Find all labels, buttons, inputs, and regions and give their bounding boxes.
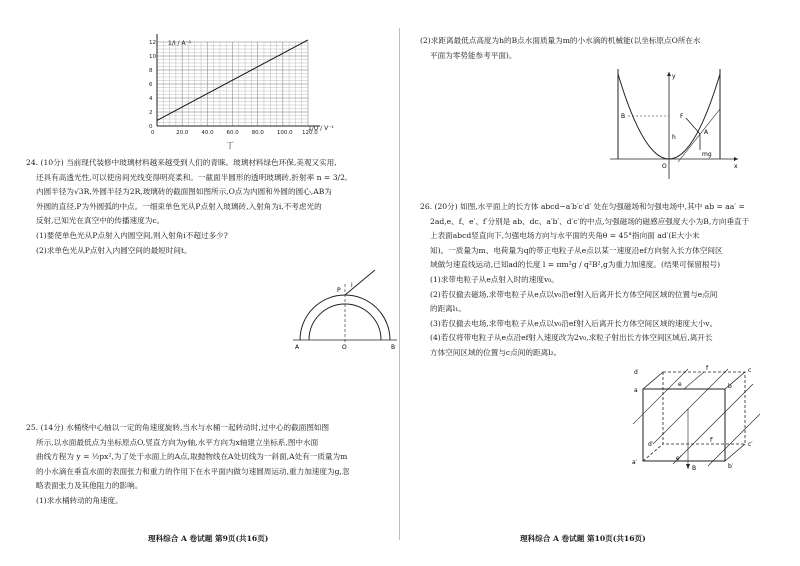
- label-d-prime: d′: [648, 441, 654, 448]
- ef-line: [684, 372, 704, 389]
- label-e-prime: e′: [676, 455, 682, 462]
- right-page: [400, 0, 800, 566]
- label-i: i: [351, 282, 353, 289]
- question-24: [26, 156, 394, 258]
- y-tick-label: 8: [149, 68, 153, 74]
- q25-2-line1: (2)求距离最低点高度为h的B点水面质量为m的小水滴的机械能(以坐标原点O所在水: [420, 36, 701, 45]
- q24-line1: 24. (10分) 当前现代装修中玻璃材料越来越受到人们的青睐。玻璃材料绿色环保,美观又实用,: [26, 158, 337, 167]
- q25-line1: 25. (14分) 水桶绕中心轴以一定的角速度旋转,当水与水桶一起转动时,过中心的截面图如图: [26, 423, 330, 432]
- label-mg: mg: [702, 151, 712, 158]
- q25-line2: 所示,以水面最低点为坐标原点O,竖直方向为y轴,水平方向为x轴建立坐标系,图中水面: [36, 437, 319, 447]
- label-a: A: [295, 344, 300, 351]
- q24-line4: 外圆的直径,P为外圆弧的中点。一细束单色光从P点射入玻璃砖,入射角为i,不考虑光的: [36, 201, 322, 211]
- chart-ylabel: 1/I / A⁻¹: [168, 40, 192, 47]
- y-tick-label: 12: [149, 40, 156, 46]
- label-c-prime: c′: [748, 441, 753, 448]
- label-x: x: [734, 163, 738, 170]
- y-tick-label: 6: [149, 82, 153, 88]
- label-y: y: [672, 73, 676, 80]
- chart-caption: 丁: [226, 141, 234, 150]
- bucket-parabola-figure: [608, 64, 743, 184]
- q24-line3: 内圆半径为√3R,外圆半径为2R,玻璃砖的截面图如图所示,O点为内圆和外圆的圆心,AB为: [36, 187, 332, 197]
- y-tick-label: 0: [149, 124, 153, 130]
- q26-line2: 2ad,e、f、e′、f′分别是 ab、dc、a′b′、d′c′的中点,匀强磁场的磁感应强度大小为B,方向垂直于: [430, 216, 750, 226]
- x-tick-label: 40.0: [201, 130, 214, 136]
- semicircle-glass-figure: [285, 262, 405, 352]
- label-h: h: [672, 134, 676, 141]
- chart-ticks: [149, 40, 318, 136]
- y-tick-label: 2: [149, 110, 153, 116]
- label-b: B: [391, 344, 396, 351]
- right-footer: 理科综合 A 卷试题 第10页(共16页): [520, 534, 646, 543]
- label-B-field: B: [692, 465, 697, 472]
- chart-xlabel: 1/U / V⁻¹: [308, 125, 334, 132]
- label-d: d: [634, 369, 638, 376]
- label-b-prime: b′: [728, 463, 734, 470]
- q26-line1: 26. (20分) 如图,水平面上的长方体 abcd−a′b′c′d′ 处在匀强磁场和匀强电场中,其中 ab = aa′ =: [420, 202, 745, 211]
- q25-sub1: (1)求水桶转动的角速度。: [36, 495, 123, 505]
- q26-sub4b: 方体空间区域的位置与c点间的距离l₂。: [430, 347, 562, 357]
- label-a-prime: a′: [632, 459, 638, 466]
- q24-sub2: (2)求单色光从P点射入内圆空间的最短时间t。: [36, 245, 192, 255]
- y-tick-label: 4: [149, 96, 153, 102]
- left-footer: 理科综合 A 卷试题 第9页(共16页): [148, 534, 269, 543]
- q24-line5: 反射,已知光在真空中的传播速度为c。: [36, 216, 165, 226]
- label-c: c: [748, 367, 752, 374]
- incident-ray: [345, 270, 375, 295]
- q25-2-line2: 平面为零势能参考平面)。: [430, 50, 517, 60]
- label-f: f: [706, 365, 709, 372]
- chart-grid: [157, 42, 308, 126]
- x-tick-label: 20.0: [176, 130, 189, 136]
- q25-line3: 曲线方程为 y = ½px²,为了处于水面上的A点,取抛物线在A处切线为一斜面,A处有一质量为m: [36, 452, 348, 462]
- q26-sub2: (2)若仅撤去磁场,求带电粒子从e点以v₀沿ef射入后离开长方体空间区域的位置与e点间: [430, 289, 718, 299]
- q24-sub1: (1)要使单色光从P点射入内圆空间,则入射角i不超过多少?: [36, 230, 228, 240]
- x-tick-label: 100.0: [276, 130, 293, 136]
- q26-line3: 上表面abcd竖直向下,匀强电场方向与水平面的夹角θ = 45°指向面 ad′(E大小未: [430, 231, 700, 241]
- question-25-part2: [420, 34, 792, 63]
- label-o: O: [342, 344, 347, 351]
- q26-line4: 知)。一质量为m、电荷量为q的带正电粒子从e点以某一速度沿ef方向射入长方体空间区: [430, 245, 723, 255]
- box-field-figure: [628, 364, 768, 472]
- q25-line4: 的小水滴在垂直水面的表面张力和重力的作用下在水平面内做匀速圆周运动,重力加速度为g,忽: [36, 466, 350, 476]
- q26-sub2b: 的距离l₁。: [430, 304, 466, 314]
- x-tick-label: 120.0: [302, 130, 318, 136]
- q26-line5: 域做匀速直线运动,已知ad的长度 l = πm²g / q²B²,g为重力加速度。(结果可保留根号): [430, 260, 721, 270]
- label-p: P: [337, 287, 341, 294]
- label-o: O: [662, 163, 667, 170]
- label-f: F: [680, 113, 684, 120]
- question-26: [420, 200, 792, 361]
- label-e: e: [678, 381, 682, 388]
- label-b: b: [728, 383, 732, 390]
- x-tick-label: 80.0: [251, 130, 264, 136]
- tangent-line: [678, 109, 720, 162]
- x-tick-label: 0: [151, 130, 155, 136]
- question-25: [26, 421, 394, 509]
- label-f-prime: f′: [710, 437, 714, 444]
- label-a: A: [704, 129, 709, 136]
- label-a: a: [634, 387, 638, 394]
- q26-sub3: (3)若仅撤去电场,求带电粒子从e点以v₀沿ef射入后离开长方体空间区域的速度大小v。: [430, 318, 718, 328]
- force-f: [686, 118, 700, 134]
- y-tick-label: 10: [149, 54, 156, 60]
- x-tick-label: 60.0: [226, 130, 239, 136]
- q26-sub1: (1)求带电粒子从e点射入时的速度v₀。: [430, 274, 559, 284]
- q26-sub4: (4)若仅将带电粒子从e点沿ef射入速度改为2v₀,求粒子射出长方体空间区域后,离开长: [430, 333, 713, 343]
- label-b: B: [621, 113, 626, 120]
- graph-ding: [0, 0, 400, 150]
- q24-line2: 还具有高透光性,可以使房间光线变得明亮柔和。一截面半圆形的透明玻璃砖,折射率 n = 3/2,: [36, 172, 348, 182]
- q25-line5: 略表面张力及其他阻力的影响。: [36, 481, 143, 491]
